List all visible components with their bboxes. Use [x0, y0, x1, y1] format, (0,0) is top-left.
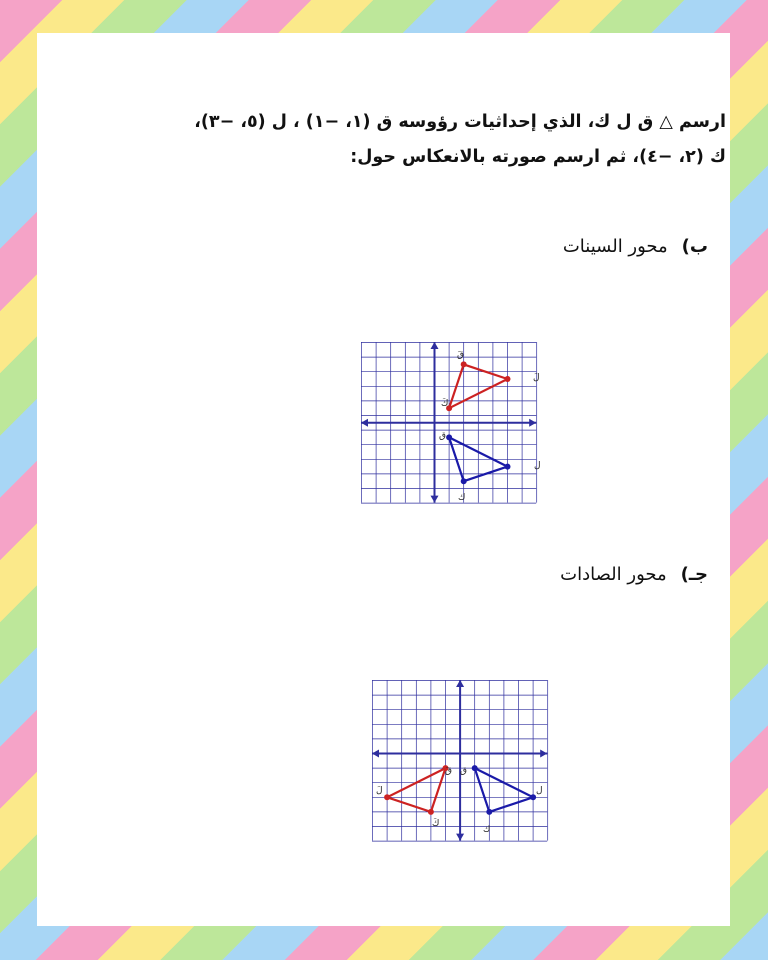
graph-c-label-l: ل	[536, 786, 543, 796]
graph-b-label-l-img: لَ	[533, 373, 540, 383]
graph-c-label-q-img: قَ	[445, 766, 452, 776]
graph-c-label-k: ك	[483, 825, 491, 835]
image-vertex-point	[461, 361, 467, 367]
question-line1-pre: ارسم	[678, 112, 726, 132]
part-c-heading	[560, 564, 708, 585]
original-vertex-point	[446, 434, 452, 440]
graph-c-label-q: ق	[460, 766, 467, 776]
image-vertex-point	[428, 809, 434, 815]
triangle-symbol-icon: △	[659, 112, 673, 132]
graph-b-label-k: ك	[458, 493, 466, 503]
graph-b-label-q-img: قَ	[457, 350, 464, 360]
graph-c-reflection-y-axis	[372, 680, 550, 842]
graph-c-label-l-img: لَ	[376, 786, 383, 796]
part-c-letter: جـ)	[680, 564, 708, 585]
question-text	[166, 105, 726, 175]
original-vertex-point	[486, 809, 492, 815]
graph-c-axes	[372, 680, 547, 841]
graph-b-axes	[361, 342, 536, 503]
image-vertex-point	[505, 376, 511, 382]
part-b-letter: ب)	[681, 236, 708, 257]
image-vertex-point	[384, 794, 390, 800]
graph-b-label-l: ل	[534, 461, 541, 471]
graph-c-label-k-img: كَ	[432, 819, 440, 829]
original-vertex-point	[472, 765, 478, 771]
original-vertex-point	[505, 464, 511, 470]
graph-b-label-k-img: كَ	[441, 399, 449, 409]
graph-b-reflection-x-axis	[361, 342, 547, 508]
question-line-1	[166, 105, 726, 140]
original-vertex-point	[461, 478, 467, 484]
question-line1-post: ق ل ك، الذي إحداثيات رؤوسه ق (١، −١) ، ل (٥، −٣)،	[194, 112, 654, 132]
part-b-label: محور السينات	[562, 236, 668, 257]
graph-b-label-q: ق	[439, 431, 446, 441]
part-b-heading	[563, 236, 708, 257]
question-line-2: ك (٢، −٤)، ثم ارسم صورته بالانعكاس حول:	[350, 147, 726, 167]
part-c-label: محور الصادات	[560, 564, 667, 585]
